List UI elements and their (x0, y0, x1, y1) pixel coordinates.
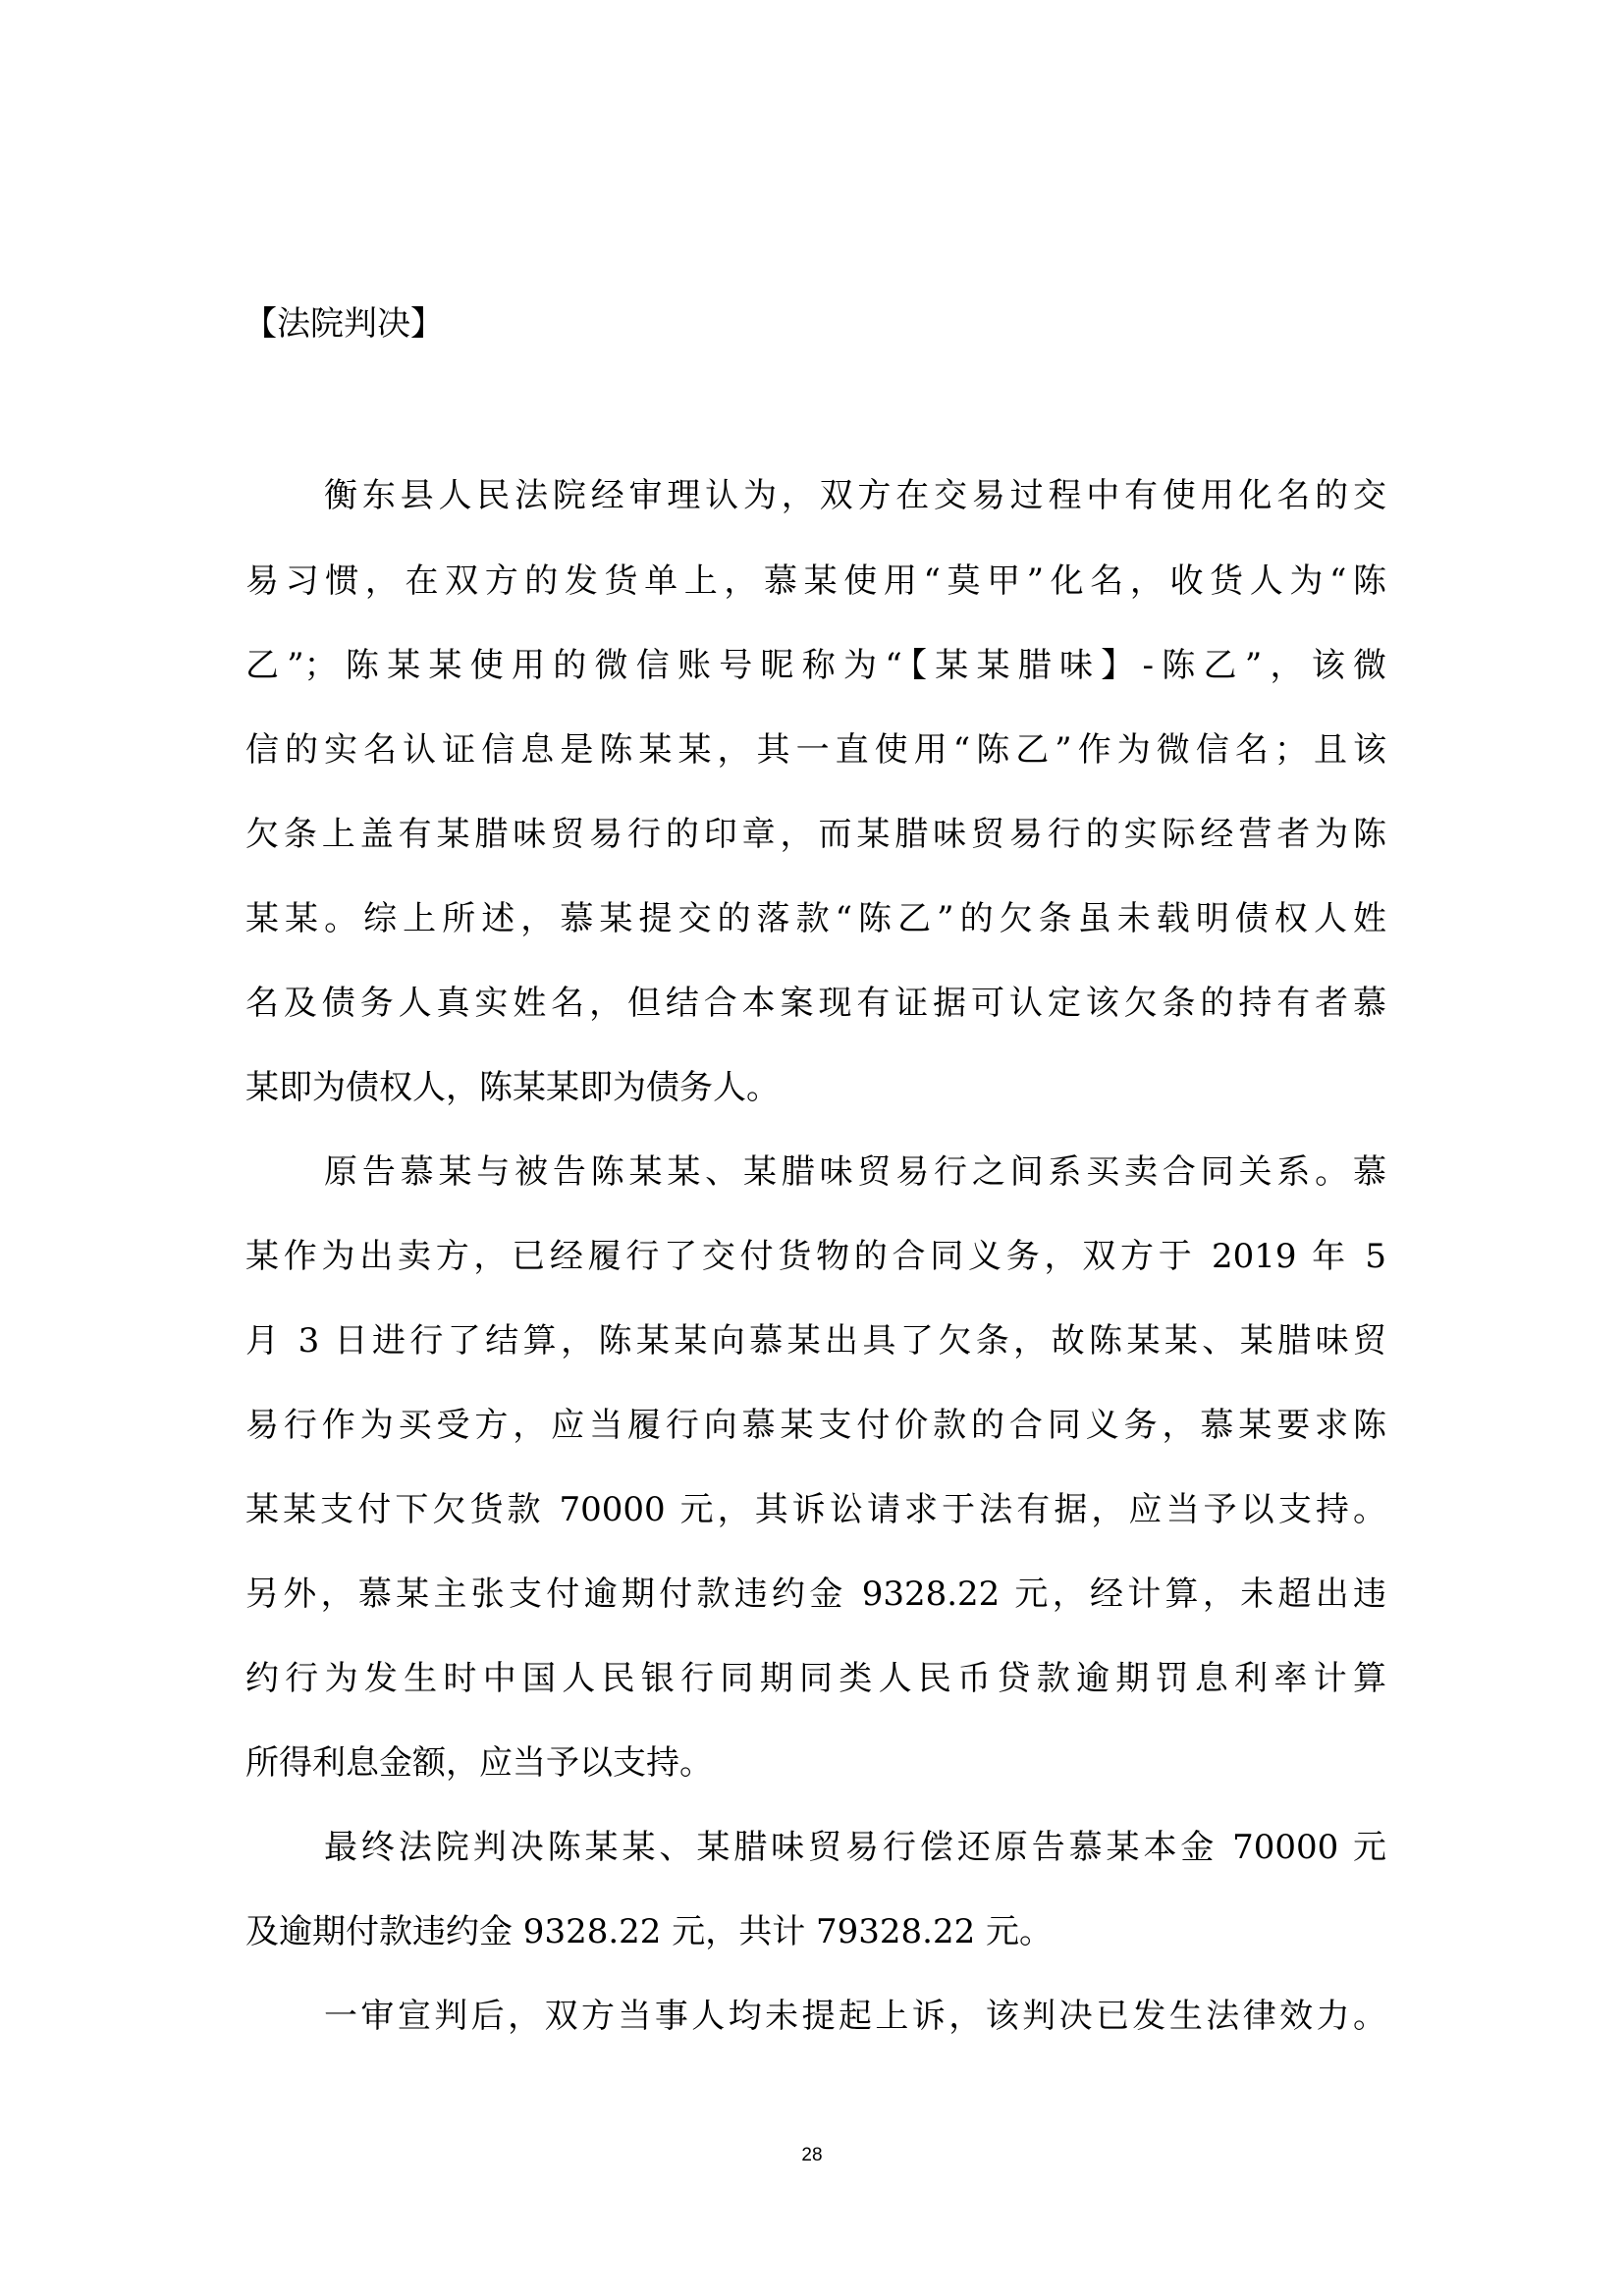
text-line: 衡东县人民法院经审理认为，双方在交易过程中有使用化名的交 (324, 476, 1386, 515)
text-line: 另外，慕某主张支付逾期付款违约金 9328.22 元，经计算，未超出违 (245, 1575, 1386, 1614)
text-line: 所得利息金额，应当予以支持。 (245, 1743, 713, 1783)
text-line: 约行为发生时中国人民银行同期同类人民币贷款逾期罚息利率计算 (245, 1659, 1386, 1698)
text-line: 某即为债权人，陈某某即为债务人。 (245, 1068, 780, 1107)
page-number: 28 (801, 2145, 823, 2165)
text-line: 易习惯，在双方的发货单上，慕某使用“莫甲”化名，收货人为“陈 (245, 561, 1386, 601)
text-line: 一审宣判后，双方当事人均未提起上诉，该判决已发生法律效力。 (324, 1997, 1386, 2036)
text-line: 某作为出卖方，已经履行了交付货物的合同义务，双方于 2019 年 5 (245, 1237, 1386, 1276)
text-line: 信的实名认证信息是陈某某，其一直使用“陈乙”作为微信名；且该 (245, 730, 1386, 770)
section-heading: 【法院判决】 (244, 304, 444, 344)
text-line: 及逾期付款违约金 9328.22 元，共计 79328.22 元。 (245, 1912, 1054, 1951)
text-line: 名及债务人真实姓名，但结合本案现有证据可认定该欠条的持有者慕 (245, 984, 1386, 1023)
text-line: 某某。综上所述，慕某提交的落款“陈乙”的欠条虽未载明债权人姓 (245, 899, 1386, 938)
text-line: 原告慕某与被告陈某某、某腊味贸易行之间系买卖合同关系。慕 (324, 1152, 1386, 1192)
text-line: 某某支付下欠货款 70000 元，其诉讼请求于法有据，应当予以支持。 (245, 1490, 1386, 1529)
text-line: 乙”；陈某某使用的微信账号昵称为“【某某腊味】-陈乙”，该微 (245, 646, 1386, 685)
text-line: 最终法院判决陈某某、某腊味贸易行偿还原告慕某本金 70000 元 (324, 1828, 1386, 1867)
text-line: 月 3 日进行了结算，陈某某向慕某出具了欠条，故陈某某、某腊味贸 (245, 1321, 1386, 1361)
text-line: 欠条上盖有某腊味贸易行的印章，而某腊味贸易行的实际经营者为陈 (245, 815, 1386, 854)
text-line: 易行作为买受方，应当履行向慕某支付价款的合同义务，慕某要求陈 (245, 1406, 1386, 1445)
